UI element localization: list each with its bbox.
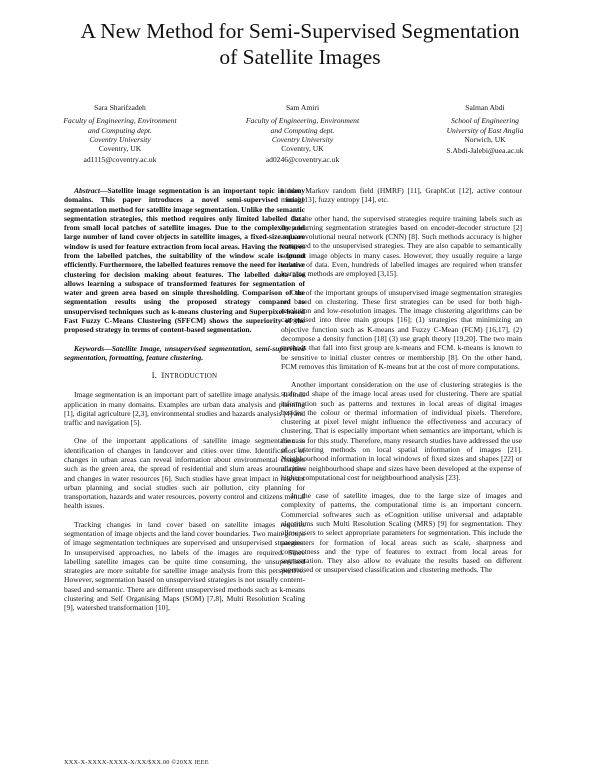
left-column bbox=[64, 186, 305, 622]
copyright-footer: XXX-X-XXXX-XXXX-X/XX/$XX.00 ©20XX IEEE bbox=[64, 759, 209, 766]
author-3 bbox=[395, 103, 575, 165]
author-block bbox=[30, 103, 575, 165]
author-name: Sam Amiri bbox=[285, 103, 320, 112]
author-location: Coventry, UK bbox=[98, 144, 142, 154]
title-line-2: of Satellite Images bbox=[219, 45, 381, 69]
section-heading-introduction bbox=[64, 371, 305, 381]
author-email: ad0246@coventry.ac.uk bbox=[265, 155, 340, 165]
section-title-rest: NTRODUCTION bbox=[164, 372, 218, 381]
abstract bbox=[64, 186, 305, 335]
section-number: I. bbox=[151, 371, 157, 381]
title-line-1: A New Method for Semi-Supervised Segmentation bbox=[80, 19, 520, 43]
author-affiliation: Faculty of Engineering, Environment and Computing dept. Coventry University bbox=[245, 116, 360, 144]
keywords: Keywords—Satellite Image, unsupervised segmentation, semi-supervised segmentation, formatting, feature clustering. bbox=[64, 343, 305, 362]
paragraph: hidden Markov random field (HMRF) [11], GraphCut [12], active contour model [13], fuzzy entropy [14], etc. bbox=[281, 186, 522, 205]
author-location: Norwich, UK bbox=[464, 134, 506, 144]
paragraph: Another important consideration on the use of clustering strategies is the scale and shape of the image local areas used for clustering. There are spatial information such as patterns and textures in local areas of digital images besides the colour or thermal information of individual pixels. Therefore, clustering at pixel level might influence the effectiveness and accuracy of clustering. That is especially important when semantics are important, which is the case for this study. Therefore, many research studies have addressed the use of clustering methods on local spatial information of images [21]. Neighbourhood information in local windows of fixed sizes and shapes [22] or adaptive neighbourhood shape and sizes have been developed at the expense of higher computational cost for neighbourhood analysis [23]. bbox=[281, 380, 522, 482]
paragraph: One of the important groups of unsupervised image segmentation strategies are based on clustering. These first strategies can be used for both high-resolution and low-resolution images. The image clustering algorithms can be categorised into three main groups [16]; (1) strategies that minimizing an objective function such as K-means and Fuzzy C-Mean (FCM) [16,17], (2) decompose a density function [18] (3) use graph theory [19,20]. The two main methods that fall into first group are k-means and FCM. k-means is known to be sensitive to initial cluster centres or membership [8]. On the other hand, FCM removes this limitation of K-means but at the cost of more computations. bbox=[281, 287, 522, 371]
paragraph: One of the important applications of satellite image segmentation is identification of changes in landcover and cities over time. Identification of changes in urban areas can reveal information about environmental changes such as the green area, the spread of residential and slum areas around cities and changes in water resources [6]. Such studies have great impact in relevant urban planning and social studies such air pollution, city planning for transportation, hazards and water resources, poverty control and citizens mental health issues. bbox=[64, 436, 305, 511]
abstract-text: —Satellite image segmentation is an important topic in many domains. This paper introduces a novel semi-supervised image segmentation method for satellite image segmentation. Unlike the semantic segmentation strategies, this method requires only limited labelled data from small local patches of satellite images. Due to the complexity and large number of land cover objects in satellite images, a fixed-size square window is used for feature extraction from local areas. Having the features from the labelled patches, the suitability of the window scale is found efficiently. Furthermore, the labelled features remove the need for iterative clustering for decision making about features. The labelled data also allows learning a subspace of transformed features for segmentation of water and green area based on simple thresholding. Comparison of the segmentation results using the proposed strategy compared to unsupervised techniques such as k-means clustering and Superpixel-based Fast Fuzzy C-Means Clustering (SFFCM) shows the superiority of the proposed strategy in terms of content-based segmentation. bbox=[64, 186, 305, 335]
section-title-initial: I bbox=[161, 371, 165, 381]
author-affiliation: Faculty of Engineering, Environment and Computing dept. Coventry University bbox=[63, 116, 177, 144]
paragraph: Tracking changes in land cover based on satellite images requires segmentation of image objects and the land cover boundaries. Two main groups of image segmentation techniques are supervised and unsupervised strategies. In unsupervised approaches, no labels of the images are required. Since labelling satellite images can be quite time consuming, the unsupervised strategies are more suitable for satellite image analysis from this perspective. However, segmentation based on unsupervised strategies is not usually content-based and semantic. There are different unsupervised methods such as k-means clustering and Self Organising Maps (SOM) [7,8], Multi Resolution Scaling [9], watershed transformation [10], bbox=[64, 519, 305, 613]
abstract-label: Abstract bbox=[74, 186, 100, 195]
author-affiliation: School of Engineering University of East Anglia bbox=[446, 116, 524, 135]
author-location: Coventry, UK bbox=[281, 144, 324, 154]
paper-title bbox=[30, 18, 570, 70]
author-2 bbox=[213, 103, 393, 165]
paragraph: In the case of satellite images, due to the large size of images and complexity of patterns, the computational time is an important concern. Commercial softwares such as eCognition utilise universal and adaptable algorithms such Multi Resolution Scaling (MRS) [9] for segmentation. They allow users to select appropriate parameters for segmentation. This include the parameters for formation of local areas such as scale, sharpness and compactness and the type of features to extract from local areas for segmentation. They also allow to evaluate the results based on different supervised or unsupervised classification and clustering methods. The bbox=[281, 491, 522, 575]
author-1 bbox=[30, 103, 210, 165]
paragraph: Image segmentation is an important part of satellite image analysis. It finds application in many domains. Examples are urban data analysis and planning [1], digital agriculture [2,3], environmental studies and hazards analysis [4] and traffic and navigation [5]. bbox=[64, 390, 305, 428]
author-name: Sara Sharifzadeh bbox=[94, 103, 146, 112]
paragraph: On the other hand, the supervised strategies require training labels such as deep learning segmentation strategies based on encoder-decoder structure [2] and convolutional neural network (CNN) [8]. Such methods accuracy is higher compared to the unsupervised strategies. They are also capable to semantically segment image objects in many cases. However, they usually require a large volume of data. Even, hundreds of labelled images are required when transfer learning methods are employed [3,15]. bbox=[281, 213, 522, 279]
author-email: ad1115@coventry.ac.uk bbox=[83, 155, 157, 165]
author-email: S.Abdi-Jalebi@uea.ac.uk bbox=[446, 146, 524, 156]
author-name: Salman Abdi bbox=[465, 103, 505, 112]
right-column bbox=[281, 186, 522, 584]
